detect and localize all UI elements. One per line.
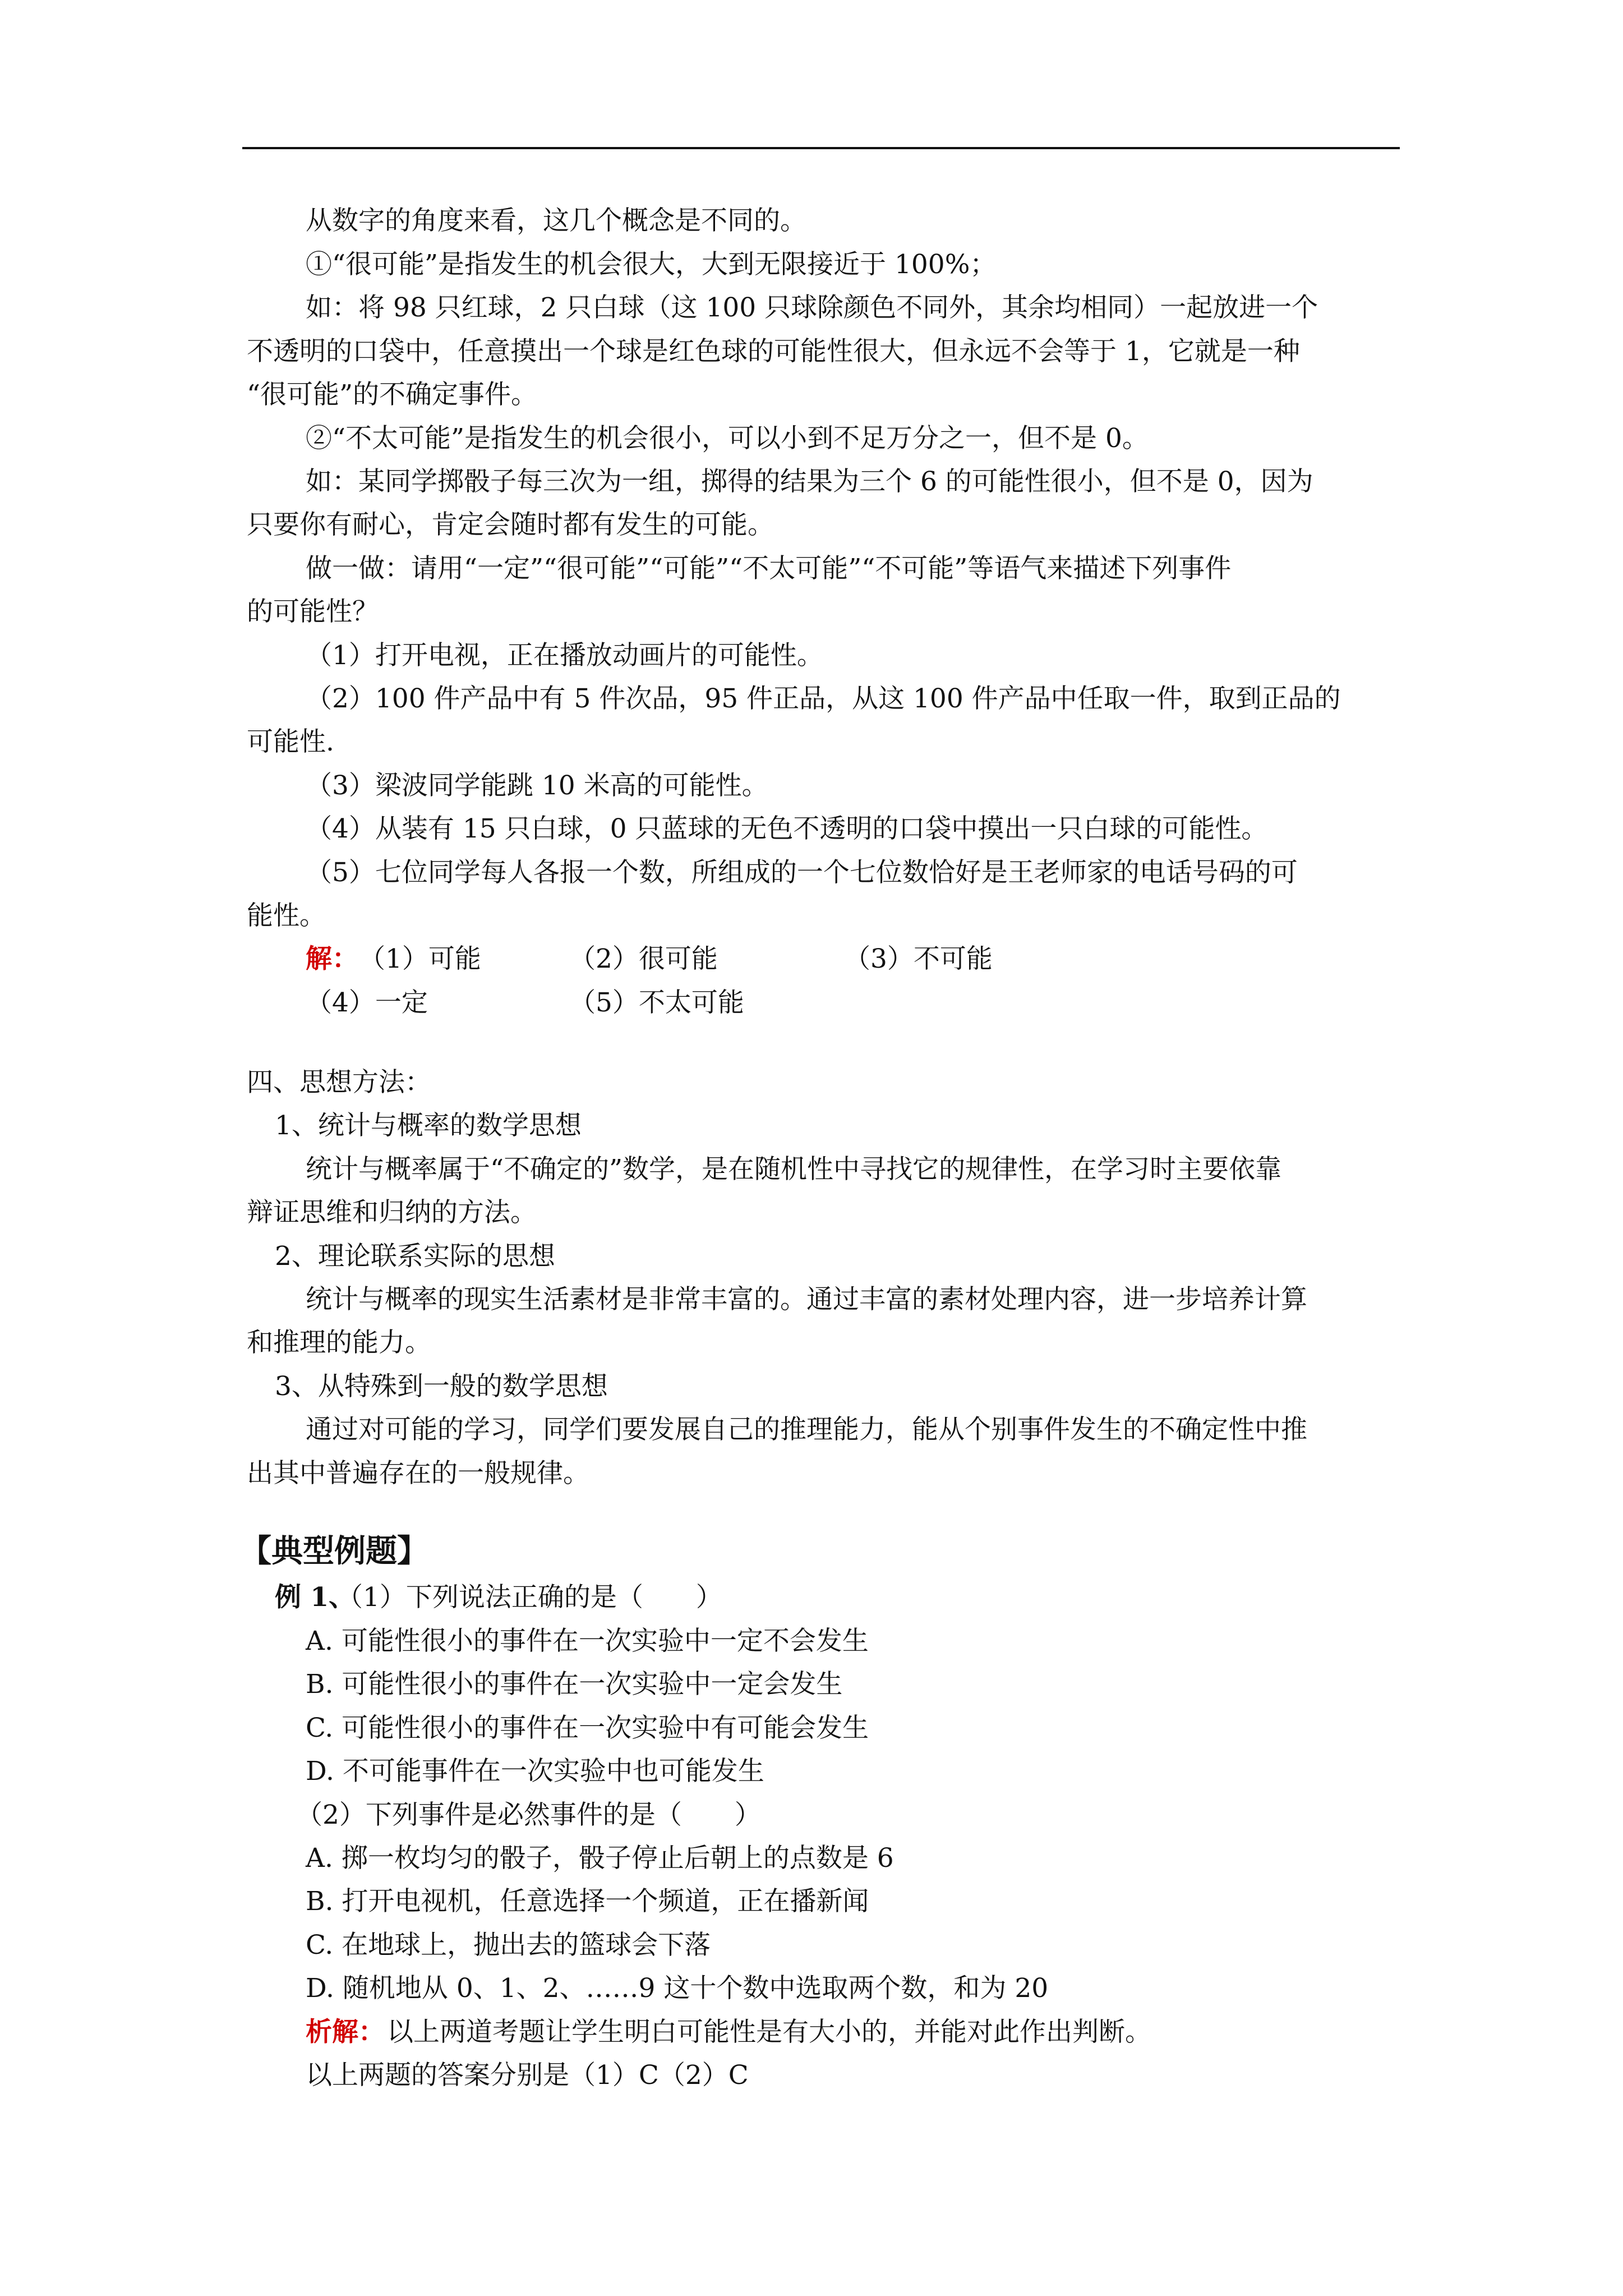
option-line: A. 可能性很小的事件在一次实验中一定不会发生 — [306, 1626, 869, 1657]
examples-heading: 【典型例题】 — [240, 1533, 428, 1570]
analysis-text: 以上两道考题让学生明白可能性是有大小的，并能对此作出判断。 — [387, 2017, 1151, 2047]
paragraph-line: （3）梁波同学能跳 10 米高的可能性。 — [306, 770, 768, 801]
header-rule — [242, 147, 1400, 149]
paragraph-line: 不透明的口袋中，任意摸出一个球是红色球的可能性很大，但永远不会等于 1，它就是一种 — [247, 336, 1300, 367]
answer-label: 解： — [306, 944, 358, 974]
option-line: D. 随机地从 0、1、2、……9 这十个数中选取两个数，和为 20 — [306, 1973, 1049, 2004]
option-line: B. 打开电视机，任意选择一个频道，正在播新闻 — [306, 1886, 869, 1917]
option-line: C. 可能性很小的事件在一次实验中有可能会发生 — [306, 1713, 869, 1743]
paragraph-line: （4）从装有 15 只白球，0 只蓝球的无色不透明的口袋中摸出一只白球的可能性。 — [306, 813, 1268, 844]
option-line: D. 不可能事件在一次实验中也可能发生 — [306, 1756, 764, 1787]
section-title: 四、思想方法： — [247, 1067, 431, 1098]
paragraph-line: 从数字的角度来看，这几个概念是不同的。 — [306, 205, 806, 236]
question-line: （2）下列事件是必然事件的是（ ） — [296, 1800, 761, 1830]
paragraph-line: （5）七位同学每人各报一个数，所组成的一个七位数恰好是王老师家的电话号码的可 — [306, 857, 1298, 888]
paragraph-line: 的可能性？ — [247, 596, 379, 627]
answer-item: （2）很可能 — [569, 944, 718, 974]
paragraph-line: 能性。 — [247, 900, 326, 931]
paragraph-line: 如：某同学掷骰子每三次为一组，掷得的结果为三个 6 的可能性很小，但不是 0，因为 — [306, 466, 1313, 497]
subsection-title: 3、从特殊到一般的数学思想 — [275, 1371, 608, 1402]
paragraph-line: 只要你有耐心，肯定会随时都有发生的可能。 — [247, 509, 774, 540]
option-line: A. 掷一枚均匀的骰子，骰子停止后朝上的点数是 6 — [306, 1843, 894, 1874]
paragraph-line: 做一做：请用“一定”“很可能”“可能”“不太可能”“不可能”等语气来描述下列事件 — [306, 553, 1232, 584]
example-label: 例 1、 — [275, 1582, 356, 1613]
paragraph-line: （1）打开电视，正在播放动画片的可能性。 — [306, 640, 823, 671]
paragraph-line: “很可能”的不确定事件。 — [247, 379, 538, 410]
paragraph-line: 如：将 98 只红球，2 只白球（这 100 只球除颜色不同外，其余均相同）一起放进一个 — [306, 292, 1318, 323]
answer-item: （1）可能 — [359, 944, 481, 974]
analysis-label: 析解： — [306, 2017, 385, 2047]
answers-line: 以上两题的答案分别是（1）C（2）C — [306, 2060, 749, 2091]
paragraph-line: 通过对可能的学习，同学们要发展自己的推理能力，能从个别事件发生的不确定性中推 — [306, 1414, 1307, 1445]
question-line: （1）下列说法正确的是（ ） — [336, 1582, 722, 1613]
option-line: C. 在地球上，抛出去的篮球会下落 — [306, 1930, 711, 1961]
paragraph-line: 统计与概率的现实生活素材是非常丰富的。通过丰富的素材处理内容，进一步培养计算 — [306, 1284, 1307, 1315]
subsection-title: 2、理论联系实际的思想 — [275, 1241, 555, 1272]
paragraph-line: 可能性. — [247, 726, 334, 757]
answer-item: （4）一定 — [306, 987, 428, 1018]
answer-item: （5）不太可能 — [569, 987, 744, 1018]
answer-item: （3）不可能 — [844, 944, 993, 974]
paragraph-line: 辩证思维和归纳的方法。 — [247, 1197, 537, 1228]
paragraph-line: 和推理的能力。 — [247, 1327, 431, 1358]
paragraph-line: 出其中普遍存在的一般规律。 — [247, 1458, 589, 1489]
paragraph-line: ①“很可能”是指发生的机会很大，大到无限接近于 100%； — [306, 249, 997, 280]
paragraph-line: ②“不太可能”是指发生的机会很小，可以小到不足万分之一，但不是 0。 — [306, 423, 1149, 454]
paragraph-line: 统计与概率属于“不确定的”数学，是在随机性中寻找它的规律性，在学习时主要依靠 — [306, 1154, 1282, 1185]
subsection-title: 1、统计与概率的数学思想 — [275, 1110, 582, 1141]
paragraph-line: （2）100 件产品中有 5 件次品，95 件正品，从这 100 件产品中任取一件，取到正品的 — [306, 683, 1341, 714]
option-line: B. 可能性很小的事件在一次实验中一定会发生 — [306, 1669, 843, 1700]
